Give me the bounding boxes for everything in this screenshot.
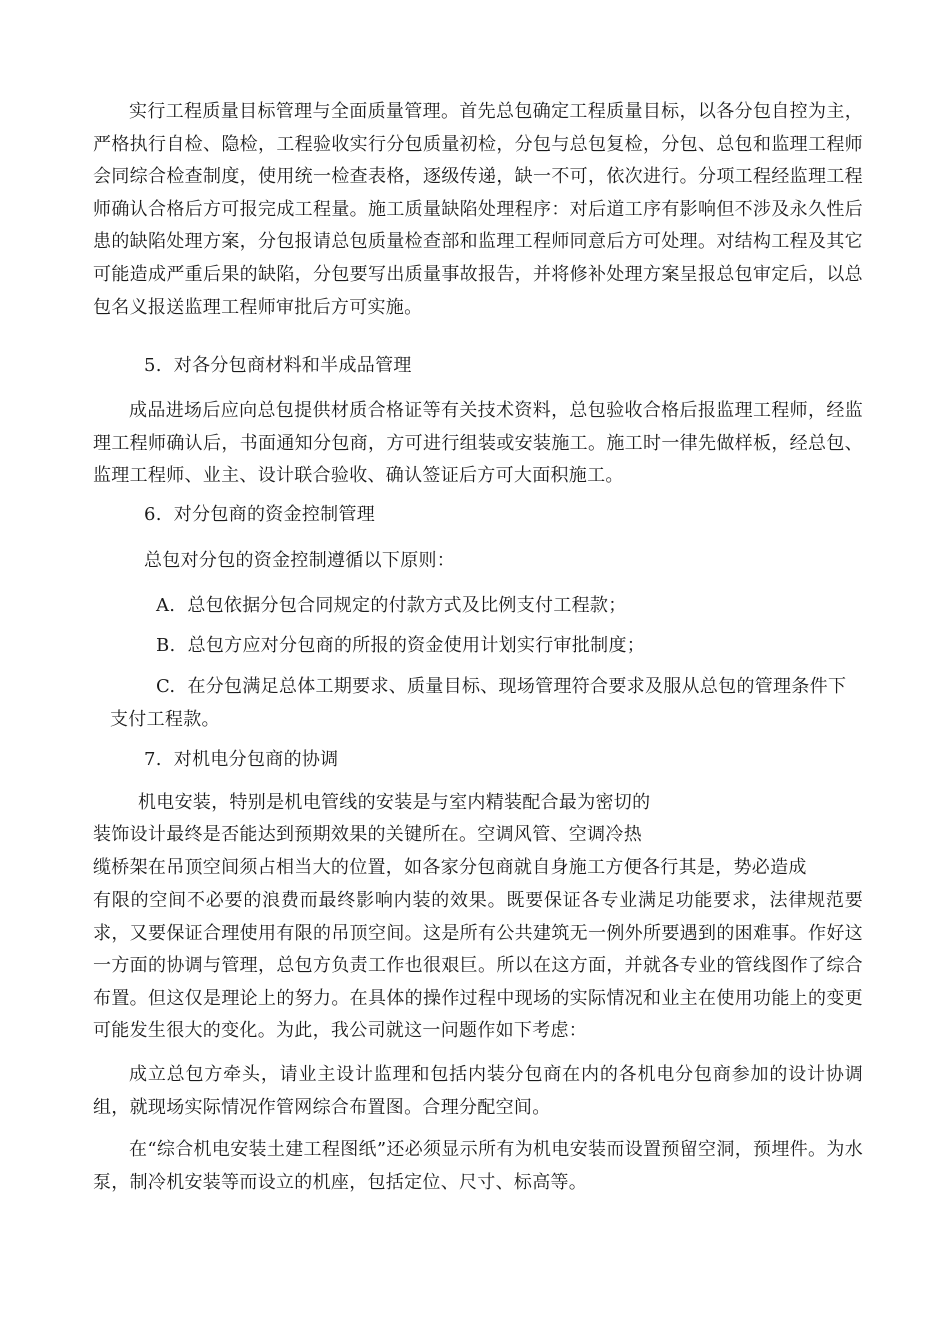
heading-6-text: 对分包商的资金控制管理 [173,504,376,525]
paragraph-funds-intro: 总包对分包的资金控制遵循以下原则： [144,550,456,571]
paragraph-drawings: 在“综合机电安装土建工程图纸”还必须显示所有为机电安装而设置预留空洞，预埋件。为水泵，制冷机安装等而设立的机座，包括定位、尺寸、标高等。 [93,1139,863,1193]
heading-5 [144,350,412,382]
list-item-a [156,590,627,622]
mep-line-1: 机电安装，特别是机电管线的安装是与室内精装配合最为密切的 [138,792,651,813]
mep-line-3: 缆桥架在吊顶空间须占相当大的位置，如各家分包商就自身施工方便各行其是，势必造成 [93,857,807,878]
heading-6-number: 6. [144,504,162,525]
mep-line-2: 装饰设计最终是否能达到预期效果的关键所在。空调风管、空调冷热 [93,824,642,845]
list-item-c-text: 在分包满足总体工期要求、质量目标、现场管理符合要求及服从总包的管理条件下支付工程款。 [110,676,847,730]
list-item-a-mark: A. [156,595,176,616]
heading-7-text: 对机电分包商的协调 [173,749,339,770]
list-item-c-mark: C. [156,676,176,697]
list-item-c [110,670,860,736]
paragraph-materials: 成品进场后应向总包提供材质合格证等有关技术资料，总包验收合格后报监理工程师，经监理工程师确认后，书面通知分包商，方可进行组装或安装施工。施工时一律先做样板，经总包、监理工程师、业主、设计联合验收、确认签证后方可大面积施工。 [93,400,863,487]
heading-5-text: 对各分包商材料和半成品管理 [173,355,412,376]
heading-6 [144,499,375,531]
paragraph-quality-management: 实行工程质量目标管理与全面质量管理。首先总包确定工程质量目标，以各分包自控为主，严格执行自检、隐检，工程验收实行分包质量初检，分包与总包复检，分包、总包和监理工程师会同综合检查制度，使用统一检查表格，逐级传递，缺一不可，依次进行。分项工程经监理工程师确认合格后方可报完成工程量。施工质量缺陷处理程序：对后道工序有影响但不涉及永久性后患的缺陷处理方案，分包报请总包质量检查部和监理工程师同意后方可处理。对结构工程及其它可能造成严重后果的缺陷，分包要写出质量事故报告，并将修补处理方案呈报总包审定后，以总包名义报送监理工程师审批后方可实施。 [93,101,863,318]
heading-7 [144,744,338,776]
list-item-b-mark: B. [156,635,176,656]
paragraph-coordination-group: 成立总包方牵头，请业主设计监理和包括内装分包商在内的各机电分包商参加的设计协调组，就现场实际情况作管网综合布置图。合理分配空间。 [93,1064,863,1118]
paragraph-mep-rest: 有限的空间不必要的浪费而最终影响内装的效果。既要保证各专业满足功能要求，法律规范要求，又要保证合理使用有限的吊顶空间。这是所有公共建筑无一例外所要遇到的困难事。作好这一方面的协调与管理，总包方负责工作也很艰巨。所以在这方面，并就各专业的管线图作了综合布置。但这仅是理论上的努力。在具体的操作过程中现场的实际情况和业主在使用功能上的变更可能发生很大的变化。为此，我公司就这一问题作如下考虑： [93,890,863,1042]
list-item-b-text: 总包方应对分包商的所报的资金使用计划实行审批制度； [187,635,646,656]
heading-5-number: 5. [144,355,162,376]
list-item-a-text: 总包依据分包合同规定的付款方式及比例支付工程款； [187,595,627,616]
list-item-b [156,630,645,662]
heading-7-number: 7. [144,749,162,770]
